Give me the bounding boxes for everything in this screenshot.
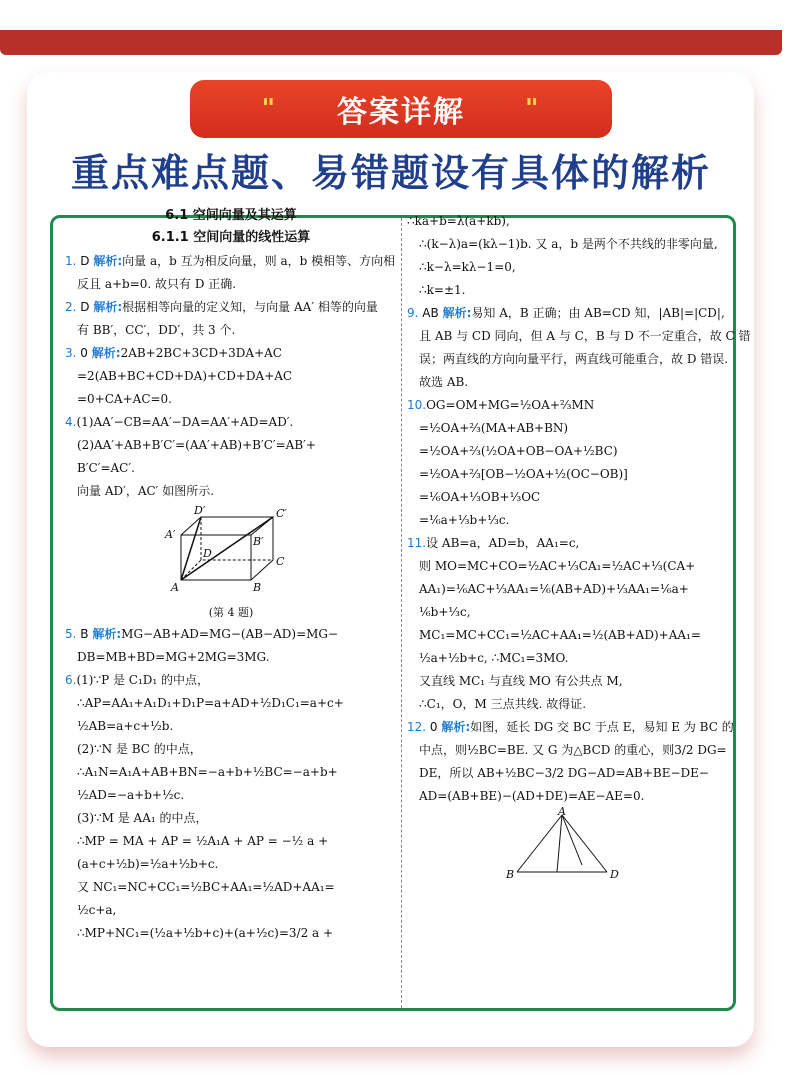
answer-item — [65, 623, 397, 669]
answer-text: ½a+½b+c, ∴MC₁=3MO. — [419, 651, 569, 665]
answer-text: (a+c+½b)=½a+½b+c. — [77, 857, 219, 871]
question-number: 5. — [65, 627, 77, 641]
label-c: C — [276, 555, 285, 568]
answer-line — [65, 876, 397, 899]
answer-line — [65, 807, 397, 830]
answer-text: 有 BB′，CC′，DD′，共 3 个. — [77, 323, 236, 337]
answer-line — [65, 457, 397, 480]
answer-item — [65, 342, 397, 411]
answer-item — [407, 394, 727, 532]
answer-text: ∴MP = MA + AP = ½A₁A + AP = −½ a + — [77, 834, 329, 848]
answer-item — [407, 302, 751, 394]
answer-line — [65, 411, 397, 434]
answer-line — [407, 210, 727, 233]
answer-line — [65, 715, 397, 738]
answer-text: 又直线 MC₁ 与直线 MO 有公共点 M, — [419, 674, 623, 688]
answer-line — [407, 739, 727, 762]
answer-text: (2)∵N 是 BC 的中点， — [77, 742, 202, 756]
answer-line — [407, 371, 727, 394]
analysis-label: 解析: — [91, 346, 121, 360]
answer-text: 向量 a，b 互为相反向量，则 a，b 模相等、方向相 — [122, 254, 396, 268]
vector-ac-prime — [181, 517, 273, 580]
label-apex-a: A — [558, 805, 566, 818]
answer-item — [65, 669, 397, 945]
answer-text: ∴k−λ=kλ−1=0, — [419, 260, 516, 274]
answer-text: DB=MB+BD=MG+2MG=3MG. — [77, 650, 270, 664]
answer-text: 根据相等向量的定义知，与向量 AA′ 相等的向量 — [122, 300, 378, 314]
answer-item — [407, 716, 734, 808]
label-c-prime: C′ — [276, 507, 287, 520]
answer-line — [65, 273, 397, 296]
answer-line — [65, 623, 397, 646]
left-answer-list-1 — [65, 250, 397, 503]
answer-line — [65, 784, 397, 807]
answer-text: ∴k=±1. — [419, 283, 466, 297]
answer-line — [407, 785, 727, 808]
answer-text: DE，所以 AB+½BC−3/2 DG−AD=AB+BE−DE− — [419, 766, 709, 780]
answer-text: 又 NC₁=NC+CC₁=½BC+AA₁=½AD+AA₁= — [77, 880, 335, 894]
answer-choice: D — [80, 254, 90, 268]
answer-line — [407, 555, 727, 578]
answer-line — [407, 693, 727, 716]
analysis-label: 解析: — [93, 300, 123, 314]
answer-line — [65, 342, 397, 365]
question-number: 6. — [65, 673, 77, 687]
label-base-d: D — [610, 868, 619, 881]
answer-text: MC₁=MC+CC₁=½AC+AA₁=½(AB+AD)+AA₁= — [419, 628, 701, 642]
answer-line — [65, 853, 397, 876]
answer-line — [65, 899, 397, 922]
answer-text: ⅙b+⅓c, — [419, 605, 471, 619]
analysis-label: 解析: — [92, 627, 122, 641]
answer-text: =⅙a+⅓b+⅓c. — [419, 513, 510, 527]
label-a-prime: A′ — [165, 528, 176, 541]
answer-text: 中点，则½BC=BE. 又 G 为△BCD 的重心，则3/2 DG= — [419, 743, 727, 757]
answer-text: ½AD=−a+b+½c. — [77, 788, 185, 802]
question-number: 4. — [65, 415, 77, 429]
answer-text: ∴(k−λ)a=(kλ−1)b. 又 a，b 是两个不共线的非零向量, — [419, 237, 718, 251]
answer-text: 则 MO=MC+CO=½AC+⅓CA₁=½AC+⅓(CA+ — [419, 559, 696, 573]
answer-item — [65, 296, 397, 342]
answer-text: =⅙OA+⅓OB+⅓OC — [419, 490, 541, 504]
answer-line — [65, 669, 397, 692]
answer-text: MG−AB+AD=MG−(AB−AD)=MG− — [121, 627, 339, 641]
answer-text: =0+CA+AC=0. — [77, 392, 172, 406]
answer-line — [407, 417, 727, 440]
label-b: B — [253, 581, 262, 594]
question-number: 10. — [407, 398, 427, 412]
column-divider — [401, 218, 402, 1008]
answer-choice: D — [80, 300, 90, 314]
label-d: D — [203, 547, 212, 560]
answer-line — [65, 646, 397, 669]
question-number: 11. — [407, 536, 427, 550]
answer-text: 设 AB=a，AD=b，AA₁=c, — [426, 536, 580, 550]
answer-line — [65, 434, 397, 457]
figure-tetra — [407, 805, 727, 888]
answer-text: (1)∵P 是 C₁D₁ 的中点， — [76, 673, 210, 687]
answer-text: AA₁)=⅙AC+⅓AA₁=⅙(AB+AD)+⅓AA₁=⅙a+ — [419, 582, 689, 596]
answer-text: OG=OM+MG=½OA+⅔MN — [426, 398, 595, 412]
answer-line — [407, 279, 727, 302]
quote-left-icon: " — [261, 94, 277, 124]
answer-text: 2AB+2BC+3CD+3DA+AC — [120, 346, 282, 360]
answer-choice: B — [80, 627, 89, 641]
answer-line — [407, 532, 727, 555]
answer-item — [65, 411, 397, 503]
quote-right-icon: " — [525, 94, 541, 124]
answer-line — [65, 480, 397, 503]
answer-line — [65, 319, 397, 342]
answer-line — [407, 394, 727, 417]
prism-diagram — [161, 505, 301, 597]
answer-line — [65, 365, 397, 388]
figure-caption: (第 4 题) — [208, 606, 254, 619]
answer-document — [50, 208, 751, 1011]
headline: 重点难点题、易错题设有具体的解析 — [70, 151, 711, 195]
label-base-b: B — [506, 868, 515, 881]
edge-ab — [517, 815, 562, 872]
answer-line — [407, 716, 734, 739]
left-column — [65, 208, 397, 1008]
subsection-heading: 6.1.1 空间向量的线性运算 — [151, 230, 311, 245]
analysis-label: 解析: — [441, 720, 471, 734]
answer-item — [407, 210, 727, 302]
answer-line — [65, 761, 397, 784]
answer-text: ∴C₁，O，M 三点共线. 故得证. — [419, 697, 587, 711]
analysis-label: 解析: — [442, 306, 472, 320]
answer-line — [407, 348, 727, 371]
tetrahedron-diagram — [502, 805, 632, 881]
answer-choice: 0 — [80, 346, 88, 360]
answer-text: (2)AA′+AB+B′C′=(AA′+AB)+B′C′=AB′+ — [77, 438, 316, 452]
answer-line — [407, 624, 727, 647]
answer-text: ½AB=a+c+½b. — [77, 719, 174, 733]
answer-text: ½c+a, — [77, 903, 117, 917]
question-number: 9. — [407, 306, 419, 320]
answer-text: ∴A₁N=A₁A+AB+BN=−a+b+½BC=−a+b+ — [77, 765, 338, 779]
answer-line — [407, 601, 727, 624]
answer-banner — [190, 80, 612, 138]
right-answer-list — [407, 210, 751, 808]
label-a: A — [171, 581, 179, 594]
answer-text: =2(AB+BC+CD+DA)+CD+DA+AC — [77, 369, 293, 383]
answer-line — [407, 578, 727, 601]
answer-line — [65, 296, 397, 319]
label-b-prime: B′ — [253, 535, 264, 548]
answer-text: AD=(AB+BE)−(AD+DE)=AE−AE=0. — [419, 789, 645, 803]
answer-text: =½OA+⅔(½OA+OB−OA+½BC) — [419, 444, 618, 458]
answer-line — [407, 463, 727, 486]
answer-item — [65, 250, 397, 296]
answer-line — [407, 325, 751, 348]
answer-text: (1)AA′−CB=AA′−DA=AA′+AD=AD′. — [76, 415, 294, 429]
answer-text: =½OA+⅔(MA+AB+BN) — [419, 421, 569, 435]
answer-text: 故选 AB. — [419, 375, 469, 389]
answer-text: B′C′=AC′. — [77, 461, 135, 475]
answer-choice: 0 — [429, 720, 438, 734]
edge-ae — [557, 815, 562, 872]
answer-line — [65, 388, 397, 411]
answer-text: ∴MP+NC₁=(½a+½b+c)+(a+½c)=3/2 a + — [77, 926, 334, 940]
chapter-heading: 6.1 空间向量及其运算 — [165, 208, 297, 223]
question-number: 12. — [407, 720, 427, 734]
edge-ac — [562, 815, 582, 865]
question-number: 2. — [65, 300, 77, 314]
question-number: 1. — [65, 254, 77, 268]
top-red-bar — [0, 30, 782, 55]
left-answer-list-2 — [65, 623, 397, 945]
right-column — [407, 214, 751, 1008]
answer-line — [407, 486, 727, 509]
answer-text: =½OA+⅔[OB−½OA+½(OC−OB)] — [419, 467, 628, 481]
answer-line — [407, 440, 727, 463]
answer-item — [407, 532, 727, 716]
answer-choice: AB — [422, 306, 439, 320]
answer-text: 反且 a+b=0. 故只有 D 正确. — [77, 277, 237, 291]
label-d-prime: D′ — [194, 504, 206, 517]
answer-text: (3)∵M 是 AA₁ 的中点， — [77, 811, 208, 825]
answer-line — [65, 922, 397, 945]
answer-line — [407, 647, 727, 670]
answer-text: ∴AP=AA₁+A₁D₁+D₁P=a+AD+½D₁C₁=a+c+ — [77, 696, 344, 710]
answer-text: 向量 AD′，AC′ 如图所示. — [77, 484, 215, 498]
answer-line — [407, 670, 727, 693]
answer-text: 误；两直线的方向向量平行，两直线可能重合，故 D 错误. — [419, 352, 729, 366]
answer-text: ∴ka+b=λ(a+kb), — [407, 214, 510, 228]
edge-ad — [562, 815, 607, 872]
answer-line — [407, 256, 727, 279]
answer-line — [65, 738, 397, 761]
answer-text: 易知 A，B 正确；由 AB=CD 知，|AB|=|CD|, — [471, 306, 725, 320]
answer-text: 且 AB 与 CD 同向，但 A 与 C，B 与 D 不一定重合，故 C 错 — [419, 329, 751, 343]
answer-text: 如图，延长 DG 交 BC 于点 E，易知 E 为 BC 的 — [470, 720, 734, 734]
analysis-label: 解析: — [93, 254, 123, 268]
question-number: 3. — [65, 346, 77, 360]
answer-line — [65, 830, 397, 853]
answer-line — [407, 233, 727, 256]
answer-line — [407, 762, 727, 785]
figure-prism — [65, 505, 397, 621]
answer-line — [65, 692, 397, 715]
answer-line — [65, 250, 397, 273]
answer-line — [407, 509, 727, 532]
answer-line — [407, 302, 727, 325]
banner-title: 答案详解 — [337, 95, 465, 130]
